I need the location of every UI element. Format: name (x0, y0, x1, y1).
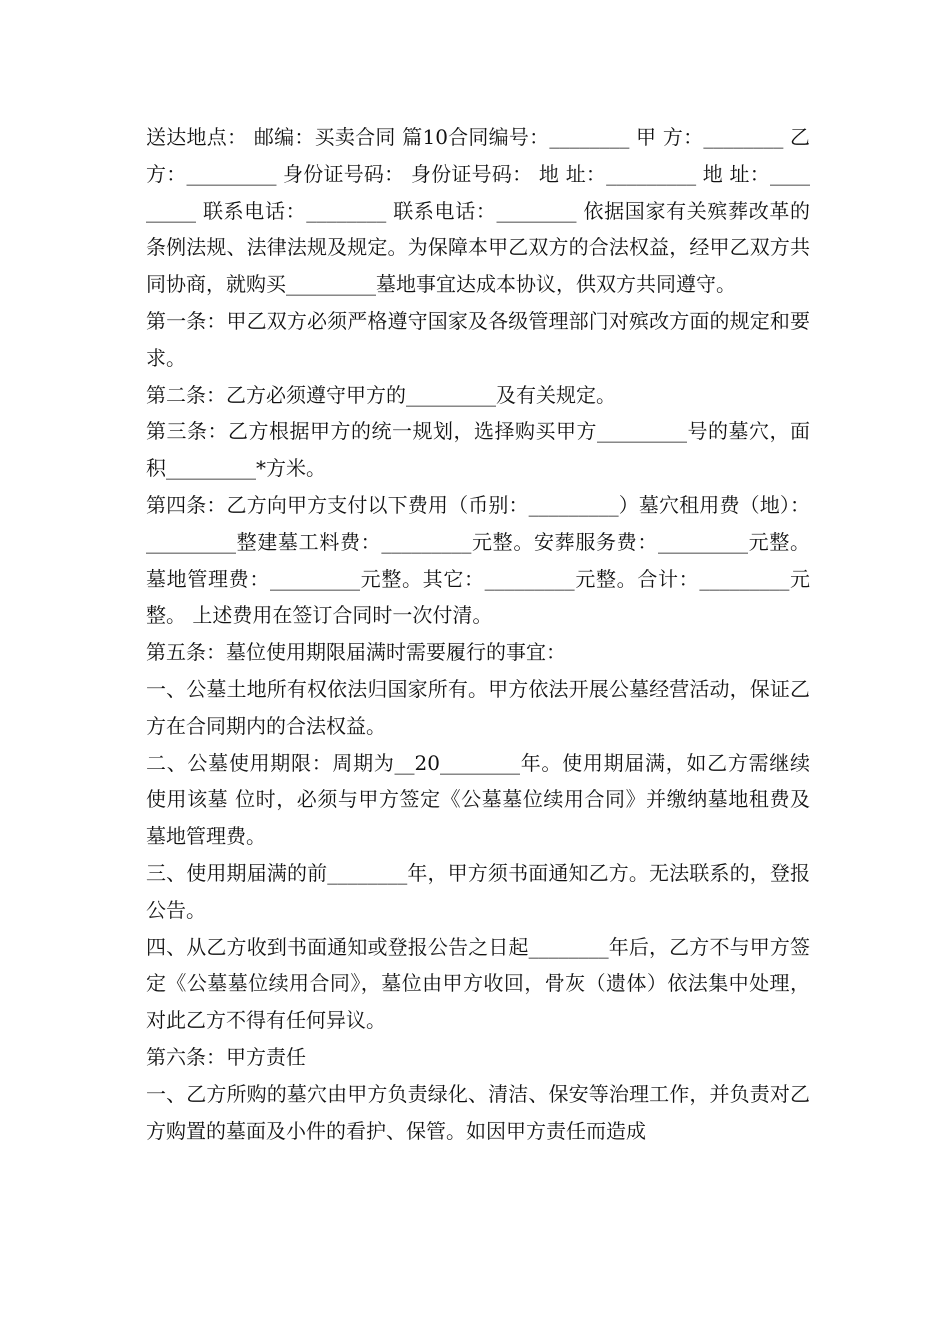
paragraph-article-3: 第三条：乙方根据甲方的统一规划，选择购买甲方_________号的墓穴，面积_________*方米。 (146, 419, 810, 481)
paragraph-article-5-item-4: 四、从乙方收到书面通知或登报公告之日起________年后，乙方不与甲方签定《公墓墓位续用合同》，墓位由甲方收回，骨灰（遗体）依法集中处理，对此乙方不得有任何异议。 (146, 934, 810, 1033)
paragraph-article-4: 第四条：乙方向甲方支付以下费用（币别：_________）墓穴租用费（地）：_________整建墓工料费：_________元整。安葬服务费：_________元整。墓地管理费：_________元整。其它：_________元整。合计：_________元整。 上述费用在签订合同时一次付清。 (146, 492, 810, 628)
paragraph-article-5-item-3: 三、使用期届满的前________年，甲方须书面通知乙方。无法联系的，登报公告。 (146, 860, 810, 922)
document-body (146, 119, 810, 1149)
paragraph-article-6-item-1: 一、乙方所购的墓穴由甲方负责绿化、清洁、保安等治理工作，并负责对乙方购置的墓面及小件的看护、保管。如因甲方责任而造成 (146, 1081, 810, 1143)
paragraph-article-1: 第一条：甲乙双方必须严格遵守国家及各级管理部门对殡改方面的规定和要求。 (146, 308, 810, 370)
paragraph-header-parties: 送达地点： 邮编：买卖合同 篇10合同编号：________ 甲 方：________ 乙 方：_________ 身份证号码： 身份证号码： 地 址：_________ 地 址：_________ 联系电话：________ 联系电话：________ 依据国家有关殡葬改革的条例法规、法律法规及规定。为保障本甲乙双方的合法权益，经甲乙双方共同协商，就购买_________墓地事宜达成本协议，供双方共同遵守。 (146, 125, 810, 297)
paragraph-article-5-item-2: 二、公墓使用期限：周期为__20________年。使用期届满，如乙方需继续使用该墓 位时，必须与甲方签定《公墓墓位续用合同》并缴纳墓地租费及墓地管理费。 (146, 750, 810, 849)
paragraph-article-6: 第六条：甲方责任 (146, 1044, 306, 1069)
paragraph-article-2: 第二条：乙方必须遵守甲方的_________及有关规定。 (146, 382, 616, 407)
paragraph-article-5: 第五条：墓位使用期限届满时需要履行的事宜： (146, 640, 566, 665)
paragraph-article-5-item-1: 一、公墓土地所有权依法归国家所有。甲方依法开展公墓经营活动，保证乙方在合同期内的合法权益。 (146, 676, 810, 738)
